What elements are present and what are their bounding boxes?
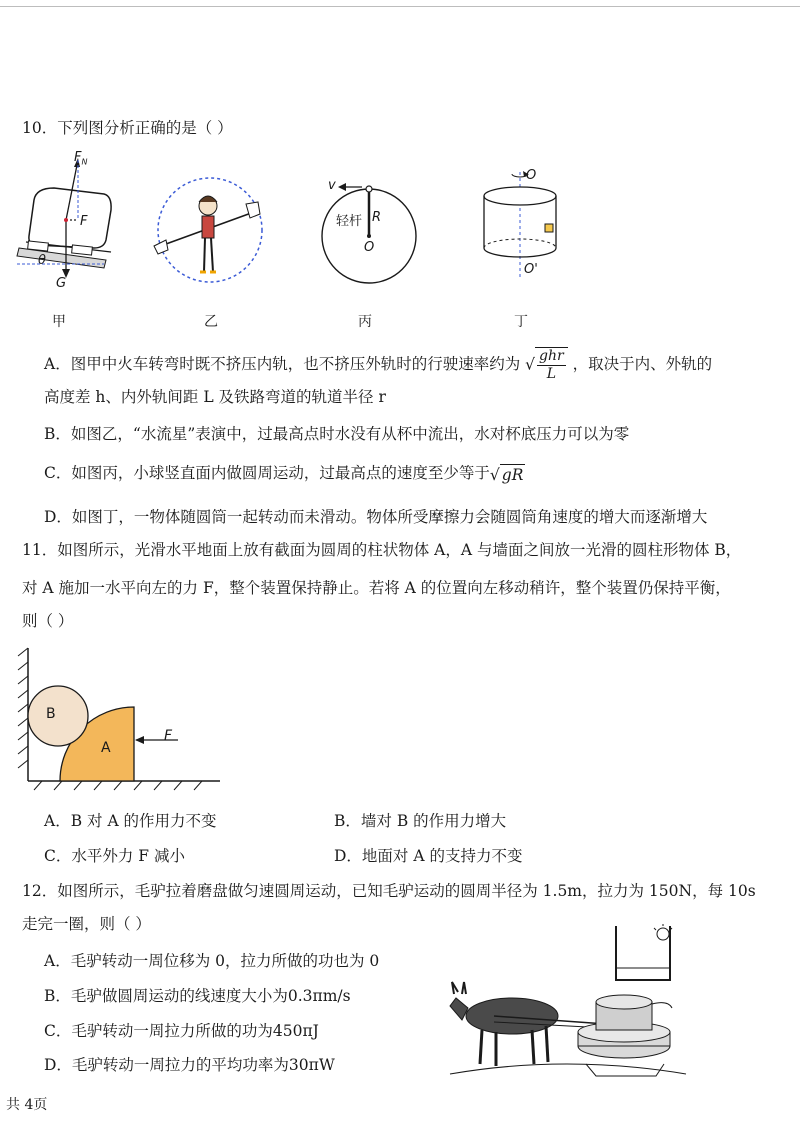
sqrt-ghr-over-l: √ $\frac{\text{ghr}}{L}$	[525, 347, 568, 383]
label-a: A	[101, 740, 111, 756]
q11-stem-line1: 11．如图所示，光滑水平地面上放有截面为圆周的柱状物体 A，A 与墙面之间放一光滑的圆柱形物体 B，	[22, 541, 742, 559]
figure-bing	[316, 180, 426, 290]
q11-option-a: A．B 对 A 的作用力不变	[44, 812, 217, 830]
label-b: B	[46, 706, 56, 722]
caption-ding: 丁	[514, 314, 528, 330]
q11-option-c: C．水平外力 F 减小	[44, 847, 185, 865]
figure-yi	[150, 172, 270, 290]
q12-option-d: D．毛驴转动一周拉力的平均功率为30πW	[44, 1056, 335, 1074]
caption-bing: 丙	[358, 314, 372, 330]
label-g: G	[56, 276, 67, 291]
label-theta: θ	[38, 253, 46, 268]
label-rod: 轻杆	[336, 214, 363, 229]
q10-stem: 10．下列图分析正确的是（ ）	[22, 119, 233, 137]
q11-option-b: B．墙对 B 的作用力增大	[334, 812, 507, 830]
q12-option-a: A．毛驴转动一周位移为 0，拉力所做的功也为 0	[44, 952, 380, 970]
label-o-bottom: O'	[524, 262, 538, 277]
caption-jia: 甲	[52, 314, 66, 330]
q11-option-d: D．地面对 A 的支持力不变	[334, 847, 523, 865]
label-f-jia: F	[80, 214, 88, 229]
q11-stem-line3: 则（ ）	[22, 612, 74, 630]
label-v: v	[328, 178, 336, 193]
label-o-bing: O	[364, 240, 375, 255]
q10-option-a-line2: 高度差 h、内外轨间距 L 及铁路弯道的轨道半径 r	[44, 388, 386, 406]
label-r: R	[372, 210, 382, 225]
q10-option-c: C．如图丙，小球竖直面内做圆周运动，过最高点的速度至少等于√ gR	[44, 464, 524, 484]
q10-option-a: A．图甲中火车转弯时既不挤压内轨，也不挤压外轨时的行驶速率约为 √ $\frac{\text{ghr}}{L}$ ，取决于内、外轨的	[44, 348, 713, 382]
figure-donkey-millstone	[446, 924, 692, 1084]
q12-option-b: B．毛驴做圆周运动的线速度大小为0.3πm/s	[44, 987, 351, 1005]
q10-option-d: D．如图丁，一物体随圆筒一起转动而未滑动。物体所受摩擦力会随圆筒角速度的增大而逐渐增大	[44, 508, 708, 526]
figure-jia	[14, 150, 124, 300]
label-fn: $F_N$	[74, 150, 88, 167]
q12-stem-line1: 12．如图所示，毛驴拉着磨盘做匀速圆周运动，已知毛驴运动的圆周半径为 1.5m，拉力为 150N，每 10s	[22, 882, 756, 900]
page-footer: 共 4页	[6, 1097, 48, 1113]
label-o-top: O	[526, 168, 537, 183]
top-rule	[0, 6, 800, 7]
q10-option-b: B．如图乙，“水流星”表演中，过最高点时水没有从杯中流出，水对杯底压力可以为零	[44, 425, 630, 443]
q11-stem-line2: 对 A 施加一水平向左的力 F，整个装置保持静止。若将 A 的位置向左移动稍许，整个装置仍保持平衡，	[22, 579, 731, 597]
q12-option-c: C．毛驴转动一周拉力所做的功为450πJ	[44, 1022, 319, 1040]
q12-stem-line2: 走完一圈，则（ ）	[22, 915, 151, 933]
label-f-q11: F	[164, 728, 173, 744]
caption-yi: 乙	[204, 314, 218, 330]
